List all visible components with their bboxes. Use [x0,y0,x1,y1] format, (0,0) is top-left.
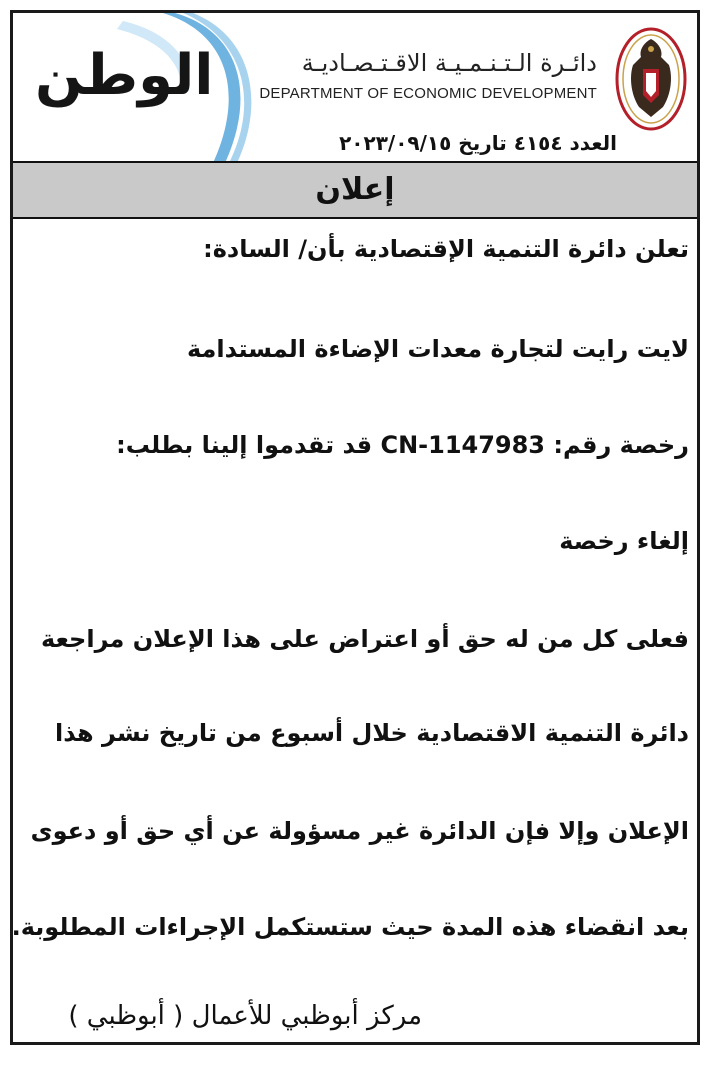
announcement-banner [13,161,697,219]
body-line-3: رخصة رقم: CN-1147983 قد تقدموا إلينا بطلب: [116,431,689,459]
body-line-7: الإعلان وإلا فإن الدائرة غير مسؤولة عن أي حق أو دعوى [30,817,689,845]
issuer-footer: مركز أبوظبي للأعمال ( أبوظبي ) [68,1001,422,1031]
masthead [13,13,697,163]
announcement-title: إعلان [315,172,395,207]
body-line-4: إلغاء رخصة [559,527,689,555]
ad-frame [10,10,700,1045]
issue-number-date: العدد ٤١٥٤ تاريخ ٢٠٢٣/٠٩/١٥ [339,131,617,155]
body-line-1: تعلن دائرة التنمية الإقتصادية بأن/ السادة: [203,235,689,263]
newspaper-logo: الوطن [35,43,214,108]
department-name-english: DEPARTMENT OF ECONOMIC DEVELOPMENT [259,85,597,102]
body-line-6: دائرة التنمية الاقتصادية خلال أسبوع من تاريخ نشر هذا [54,719,689,747]
body-line-5: فعلى كل من له حق أو اعتراض على هذا الإعلان مراجعة [40,625,689,653]
department-name-arabic: دائـرة الـتـنـمـيـة الاقـتـصـاديـة [301,49,597,77]
body-line-8: بعد انقضاء هذه المدة حيث ستستكمل الإجراءات المطلوبة. [11,913,689,941]
body-line-2: لايت رايت لتجارة معدات الإضاءة المستدامة [186,335,689,363]
abu-dhabi-falcon-emblem-icon [613,25,689,133]
